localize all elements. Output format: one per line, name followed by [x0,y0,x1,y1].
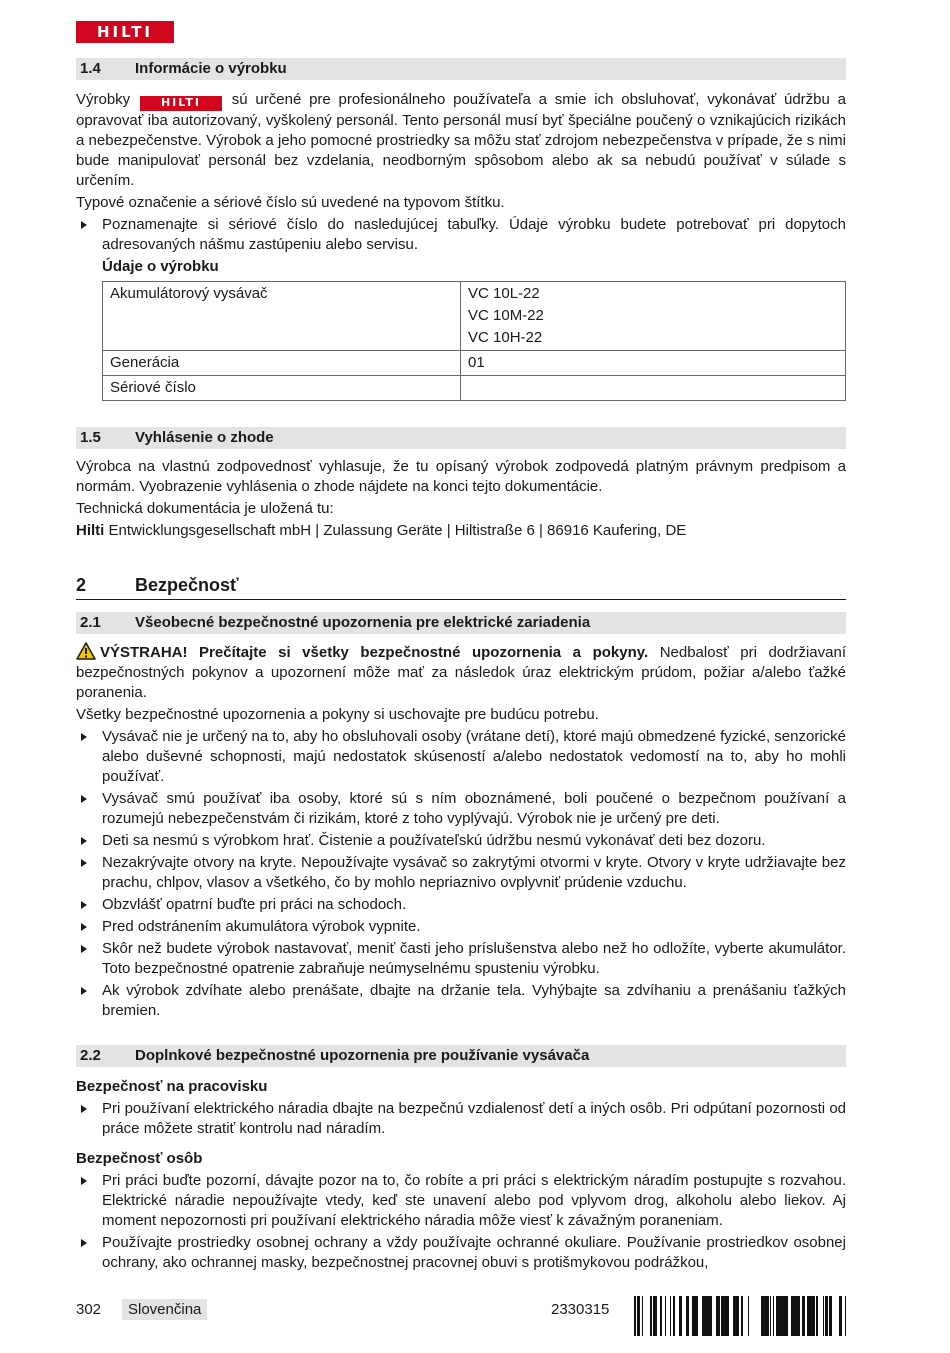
hilti-logo [76,21,174,43]
section-number: 1.4 [80,60,101,77]
warning-bold: VÝSTRAHA! Prečítajte si všetky bezpečnostné upozornenia a pokyny. [100,643,649,661]
list-item: Pri práci buďte pozorní, dávajte pozor na to, čo robíte a pri práci s elektrickým náradím postupujte s rozvahou. Elektrické náradie nepoužívajte vtedy, keď ste unavení alebo pod vplyvom drog, alkoholu alebo liekov. Aj moment nepozornosti pri používaní elektrického náradia môže viesť k závažným poraneniam. [76,1171,846,1231]
model-value: VC 10M-22 [468,306,544,324]
model-value: VC 10L-22 [468,284,540,302]
table-cell: Generácia [103,350,461,375]
table-cell: Sériové číslo [103,375,461,400]
list-item: Vysávač nie je určený na to, aby ho obsluhovali osoby (vrátane detí), ktoré majú obmedzené fyzické, senzorické alebo duševné schopnosti, majú nedostatok skúseností a/alebo nedostatok vedomostí na to, aby ho mohli používať. [76,727,846,787]
page-content [76,58,846,1273]
section-title: Doplnkové bezpečnostné upozornenia pre používanie vysávača [135,1046,590,1064]
barcode-icon [634,1296,846,1336]
tech-doc-address [76,521,846,541]
list-item: Nezakrývajte otvory na kryte. Nepoužívajte vysávač so zakrytými otvormi v kryte. Otvory v kryte udržiavajte bez prachu, chlpov, vlasov a všetkého, čo by mohlo nepriaznivo ovplyvniť prúdenie vzduchu. [76,853,846,893]
section-1-4-header [76,58,846,80]
chapter-2-header [76,575,846,600]
section-number: 2.1 [80,613,101,631]
logo-text: HILTI [96,23,154,41]
list-item: Poznamenajte si sériové číslo do nasledujúcej tabuľky. Údaje výrobku budete potrebovať pri dopytoch adresovaných nášmu zastúpeniu alebo servisu. [76,215,846,255]
intro-rest: sú určené pre profesionálneho používateľa a smie ich obsluhovať, vykonávať údržbu a opravovať iba autorizovaný, vyškolený personál. Tento personál musí byť špeciálne poučený o vznikajúcich rizikách a nebezpečenstve. Výrobok a jeho pomocné prostriedky sa môžu stať zdrojom nebezpečenstva v prípade, že s nimi bude manipulovať personál bez vzdelania, neodborným spôsobom alebo ak sa nebudú používať v súlade s určením. [76,91,846,189]
tech-doc-note: Technická dokumentácia je uložená tu: [76,499,334,517]
list-item: Ak výrobok zdvíhate alebo prenášate, dbajte na držanie tela. Vyhýbajte sa zdvíhaniu a prenášaniu ťažkých bremien. [76,981,846,1021]
page-number: 302 [76,1301,102,1318]
serial-number-field [461,375,846,400]
hilti-inline-logo [140,96,222,111]
list-item: Pri používaní elektrického náradia dbajte na bezpečnú vzdialenosť detí a iných osôb. Pri odpútaní pozornosti od práce môžete stratiť kontrolu nad náradím. [76,1099,846,1139]
section-2-2-header [76,1045,846,1067]
list-item: Pred odstránením akumulátora výrobok vypnite. [76,917,846,937]
table-cell [461,281,846,350]
persons-heading: Bezpečnosť osôb [76,1149,203,1167]
conformity-text: Výrobca na vlastnú zodpovednosť vyhlasuje, že tu opísaný výrobok zodpovedá platným právnym predpisom a normám. Vyobrazenie vyhlásenia o zhode nájdete na konci tejto dokumentácie. [76,457,846,495]
list-item: Používajte prostriedky osobnej ochrany a vždy používajte ochranné okuliare. Používanie prostriedkov osobnej ochrany, ako ochrannej masky, bezpečnostnej pracovnej obuvi s protišmykovou podrážkou, [76,1233,846,1273]
language-badge: Slovenčina [122,1299,207,1320]
chapter-number: 2 [76,574,87,595]
list-item: Obzvlášť opatrní buďte pri práci na schodoch. [76,895,846,915]
chapter-title: Bezpečnosť [135,574,239,595]
model-value: VC 10H-22 [468,328,543,346]
section-title: Všeobecné bezpečnostné upozornenia pre elektrické zariadenia [135,613,591,631]
list-item: Vysávač smú používať iba osoby, ktoré sú s ním oboznámené, boli poučené o bezpečnom používaní a rozumejú nebezpečenstvám či rizikám, ktoré z toho vyplývajú. Výrobok nie je určený pre deti. [76,789,846,829]
table-row [103,375,846,400]
section-2-1-header [76,612,846,634]
table-cell: Akumulátorový vysávač [103,281,461,350]
section-title: Vyhlásenie o zhode [135,428,274,446]
section-1-5-header [76,427,846,449]
address-bold: Hilti [76,521,105,539]
section-number: 2.2 [80,1046,101,1064]
address-rest: Entwicklungsgesellschaft mbH | Zulassung Geräte | Hiltistraße 6 | 86916 Kaufering, DE [108,521,687,539]
table-title: Údaje o výrobku [102,257,219,275]
warning-paragraph [76,642,846,703]
table-cell: 01 [461,350,846,375]
document-code: 2330315 [551,1301,610,1318]
intro-start: Výrobky [76,91,131,108]
product-intro [76,90,846,191]
table-row [103,350,846,375]
list-item: Skôr než budete výrobok nastavovať, meniť časti jeho príslušenstva alebo než ho odložíte, vyberte akumulátor. Toto bezpečnostné opatrenie zabraňuje neúmyselnému spusteniu výrobku. [76,939,846,979]
page-footer [76,1299,846,1323]
section-title: Informácie o výrobku [135,60,287,77]
warning-icon [76,642,96,660]
section-number: 1.5 [80,428,101,446]
type-note: Typové označenie a sériové číslo sú uvedené na typovom štítku. [76,193,505,211]
workplace-heading: Bezpečnosť na pracovisku [76,1077,268,1095]
product-data-table [102,281,846,401]
keep-instructions: Všetky bezpečnostné upozornenia a pokyny si uschovajte pre budúcu potrebu. [76,705,599,723]
list-item: Deti sa nesmú s výrobkom hrať. Čistenie a používateľskú údržbu nesmú vykonávať deti bez dozoru. [76,831,846,851]
warning-rest: Nedbalosť pri dodržiavaní bezpečnostných pokynov a upozornení môže mať za následok úraz elektrickým prúdom, požiar a/alebo ťažké poranenia. [76,643,846,701]
table-row [103,281,846,350]
inline-logo-text: HILTI [160,96,202,109]
